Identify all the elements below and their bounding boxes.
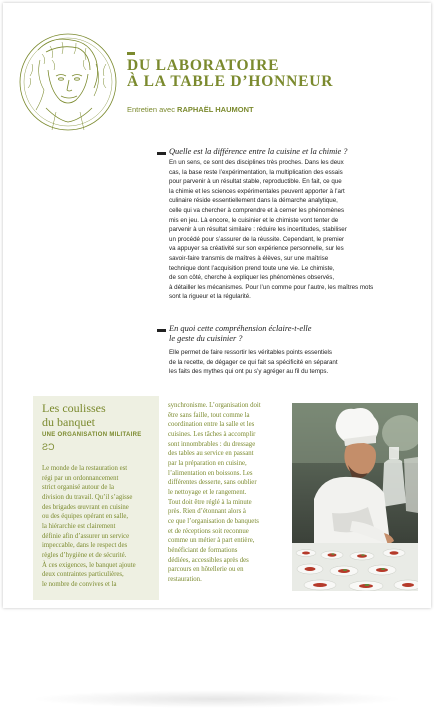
column-line: ou des équipes opérant en salle, [42,513,129,521]
column-line: parcours en hôtellerie ou en [168,566,244,574]
answer-line: la chimie et les sciences expérimentales peuvent apporter à l’art [169,187,345,195]
answer-line: En un sens, ce sont des disciplines très proches. Dans les deux [169,159,344,166]
answer-2 [169,348,338,377]
column-line: des brigades œuvrant en cuisine [42,503,129,511]
answer-line: de son côté, cherche à expliquer les phénomènes observés, [169,274,335,282]
column-line: division du travail. Qu’il s’agisse [42,493,133,501]
column-line: À ces exigences, le banquet ajoute [42,561,136,569]
answer-line: cas, la base reste l’expérimentation, la multiplication des essais [169,168,343,176]
question-1-line: Quelle est la différence entre la cuisine et la chimie ? [169,147,348,156]
answer-line: les faits des mythes qui ont pu s’y agréger au fil du temps. [169,368,329,376]
answer-line: mis en jeu. Là encore, le cuisinier et le chimiste vont tenter de [169,216,339,224]
column-line: par la préparation en cuisine, [168,459,247,467]
column-line: dédiées, accessibles après des [168,556,249,564]
column-line: et de réceptions soit reconnue [168,527,249,535]
sidebar-title-line-1: Les coulisses [42,401,106,415]
column-line: le nettoyage et le rangement. [168,488,247,496]
byline-name: RAPHAËL HAUMONT [177,105,254,114]
column-line: ce que l’organisation de banquets [168,517,259,525]
answer-line: savoir-faire transmis de maîtres à élèves, sur une maîtrise [169,254,329,262]
column-line: le nombre de convives et la [42,580,117,588]
page-shadow [30,690,404,708]
column-line: impeccable, dans le respect des [42,542,128,550]
answer-line: parvenir à un résultat similaire : réduire les incertitudes, stabiliser [169,226,347,234]
question-2-line-1: En quoi cette compréhension éclaire-t-elle [169,324,312,333]
title-line-1: DU LABORATOIRE [127,57,280,74]
sidebar-title-line-2: du banquet [42,415,95,429]
column-line: Le monde de la restauration est [42,465,128,472]
column-line: comme un métier à part entière, [168,537,255,545]
column-line: sont innombrables : du dressage [168,440,256,448]
ornament-icon: ƧƆ [42,442,55,452]
column-line: deux contraintes particulières, [42,571,124,579]
column-line: coordination entre la salle et les [168,421,255,429]
sidebar-column-1 [42,464,136,590]
answer-line: Elle permet de faire ressortir les véritables points essentiels [169,349,333,356]
sidebar-title [42,401,106,429]
article-title [127,58,333,90]
answer-line: culinaire réside essentiellement dans la démarche analytique, [169,197,338,205]
title-line-2: À LA TABLE D’HONNEUR [127,73,334,90]
column-line: définie afin d’assurer un service [42,532,130,540]
byline [127,105,254,114]
answer-line: va appuyer sa créativité sur son expérience personnelle, sur les [169,245,344,253]
answer-1 [169,158,373,302]
question-2 [169,324,311,344]
answer-line: celle qui va chercher à comprendre et à cerner les phénomènes [169,206,345,214]
column-line: synchronisme. L’organisation doit [168,402,261,409]
column-line: l’alimentation en boissons. Les [168,469,253,477]
chef-portrait-illustration [16,30,120,134]
question-marker-2 [157,329,166,332]
chef-plating-banquet-photo [292,403,418,591]
column-line: Tout doit être réglé à la minute [168,498,252,506]
title-accent-bar [127,52,135,55]
answer-line: à détailler les mécanismes. Pour l’un comme pour l’autre, les maîtres mots [169,283,374,291]
answer-line: pour parvenir à un résultat stable, reproductible. En fait, ce que [169,178,342,186]
byline-prefix: Entretien avec [127,105,175,114]
column-line: la hiérarchie est clairement [42,522,116,530]
column-line: des tables au service en passant [168,450,254,458]
question-2-line-2: le geste du cuisinier ? [169,334,243,343]
sidebar-column-2 [168,401,261,584]
column-line: près. Rien d’étonnant alors à [168,508,246,516]
column-line: strict organisé autour de la [42,484,114,492]
column-line: régi par un ordonnancement [42,474,119,482]
column-line: cuisines. Les tâches à accomplir [168,430,256,438]
column-line: bénéficiant de formations [168,546,238,554]
answer-line: de la recette, de dégager ce qui fait sa spécificité en séparant [169,358,338,366]
column-line: règles d’hygiène et de sécurité. [42,551,127,559]
column-line: être sans faille, tout comme la [168,411,250,419]
question-1 [169,147,347,157]
sidebar-subtitle: UNE ORGANISATION MILITAIRE [42,432,142,438]
answer-line: sont la rigueur et la régularité. [169,293,251,301]
question-marker-1 [157,152,166,155]
answer-line: technique dont l’acquisition prend toute une vie. Le chimiste, [169,264,335,272]
column-line: différentes desserte, sans oublier [168,479,257,487]
column-line: restauration. [168,575,202,583]
answer-line: un procédé pour s’assurer de la réussite. Cependant, le premier [169,235,345,243]
